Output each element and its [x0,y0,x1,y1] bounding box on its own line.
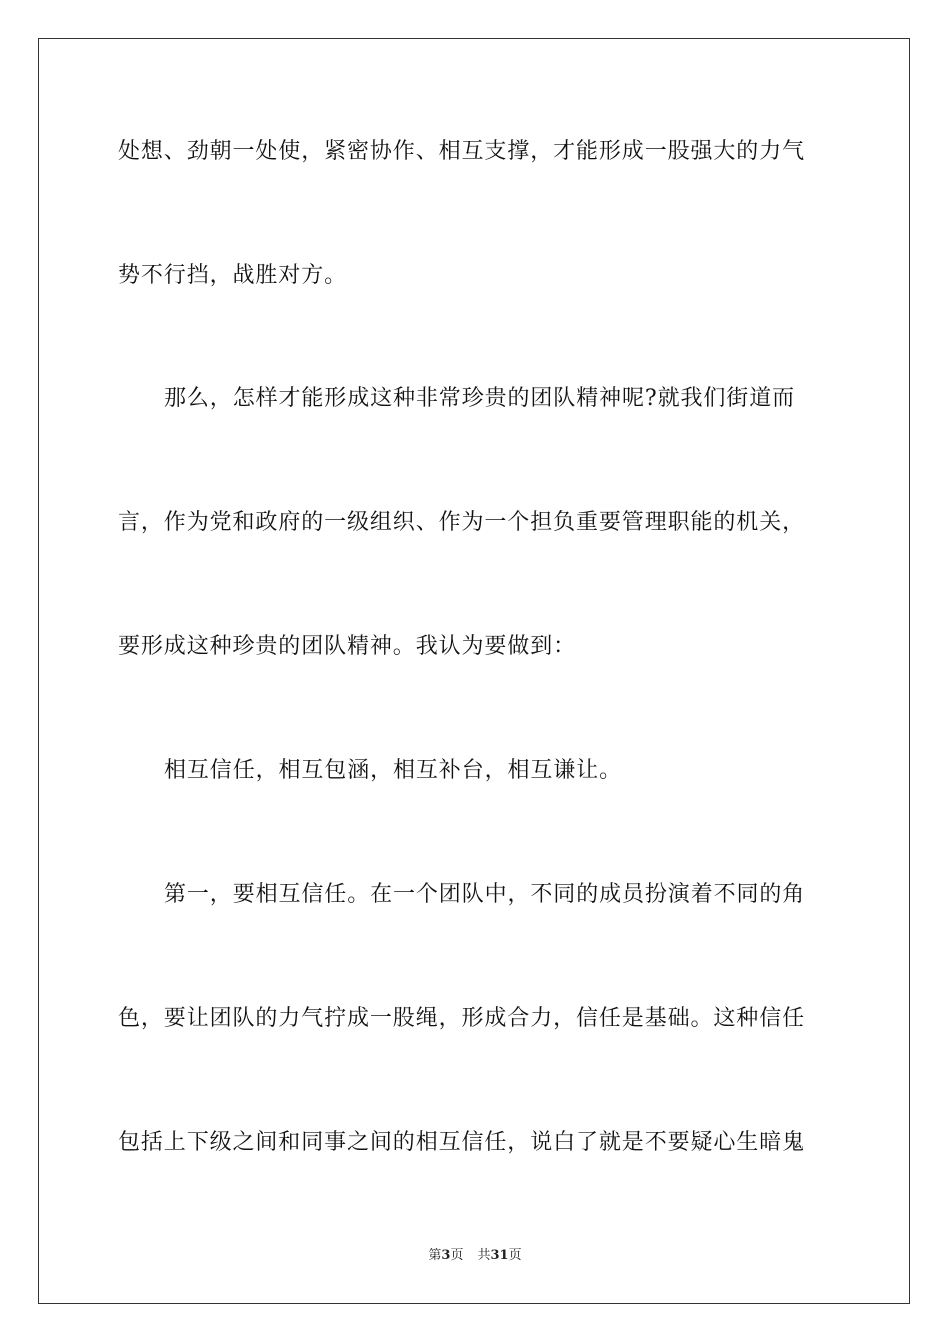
page-border [38,38,910,1304]
text-line-5: 要形成这种珍贵的团队精神。我认为要做到： [118,634,577,659]
text-line-8: 色，要让团队的力气拧成一股绳，形成合力，信任是基础。这种信任 [118,1006,806,1031]
text-line-7: 第一，要相互信任。在一个团队中，不同的成员扮演着不同的角 [164,882,806,907]
page-footer [0,1247,950,1265]
text-line-2: 势不行挡，战胜对方。 [118,263,348,288]
page-number: 3 [441,1248,451,1263]
text-line-3: 那么，怎样才能形成这种非常珍贵的团队精神呢?就我们街道而 [164,386,795,411]
total-prefix: 共 [477,1248,491,1263]
text-line-1: 处想、劲朝一处使，紧密协作、相互支撑，才能形成一股强大的力气 [118,139,806,164]
text-line-4: 言，作为党和政府的一级组织、作为一个担负重要管理职能的机关， [118,510,806,535]
page-prefix: 第 [428,1248,442,1263]
text-line-9: 包括上下级之间和同事之间的相互信任，说白了就是不要疑心生暗鬼 [118,1130,806,1155]
total-pages: 31 [490,1248,509,1263]
text-line-6: 相互信任，相互包涵，相互补台，相互谦让。 [164,758,623,783]
total-suffix: 页 [508,1248,522,1263]
page-suffix: 页 [450,1248,464,1263]
